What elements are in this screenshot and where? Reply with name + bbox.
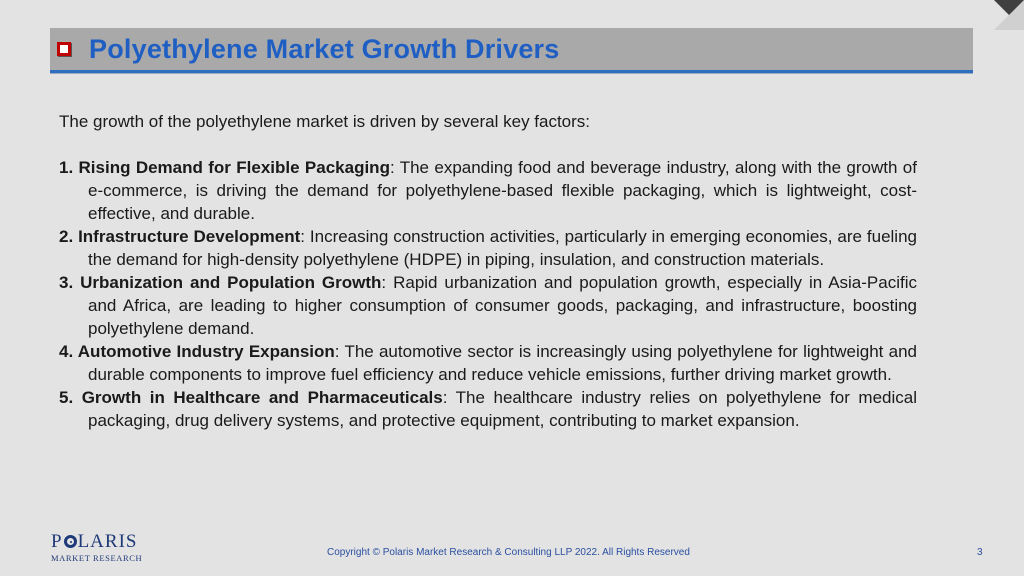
factor-item — [59, 225, 917, 271]
factor-item — [59, 156, 917, 225]
corner-fold-decoration — [994, 0, 1024, 30]
polaris-logo — [51, 532, 142, 563]
factor-heading: 4. Automotive Industry Expansion — [59, 342, 335, 361]
factor-item — [59, 271, 917, 340]
intro-text: The growth of the polyethylene market is driven by several key factors: — [59, 112, 591, 131]
slide-body — [59, 110, 917, 432]
factor-text: : Rapid urbanization and population growth, especially in Asia-Pacific and Africa, are leading to higher consumption of consumer goods, packaging, and infrastructure, boosting polyethylene demand. — [88, 273, 917, 338]
factor-heading: 3. Urbanization and Population Growth — [59, 273, 382, 292]
slide-title: Polyethylene Market Growth Drivers — [89, 33, 560, 64]
title-bar — [50, 28, 973, 73]
logo-name — [51, 532, 142, 551]
logo-o-icon — [64, 535, 77, 548]
logo-letters: LARIS — [77, 531, 138, 552]
factor-text: : Increasing construction activities, particularly in emerging economies, are fueling the demand for high-density polyethylene (HDPE) in piping, insulation, and construction materials. — [88, 227, 917, 269]
square-bullet-icon — [57, 42, 71, 56]
logo-letter-p: P — [51, 531, 63, 552]
factor-heading: 5. Growth in Healthcare and Pharmaceuticals — [59, 388, 443, 407]
factor-text: : The expanding food and beverage industry, along with the growth of e-commerce, is driving the demand for polyethylene-based flexible packaging, which is lightweight, cost-effective, and durable. — [88, 158, 917, 223]
factor-text: : The automotive sector is increasingly using polyethylene for lightweight and durable components to improve fuel efficiency and reduce vehicle emissions, further driving market growth. — [88, 342, 918, 384]
factor-item — [59, 340, 917, 386]
copyright-text: Copyright © Polaris Market Research & Consulting LLP 2022. All Rights Reserved — [327, 547, 690, 558]
page-number: 3 — [977, 547, 983, 558]
factor-item — [59, 386, 917, 432]
logo-subtitle: MARKET RESEARCH — [51, 553, 143, 563]
factor-heading: 1. Rising Demand for Flexible Packaging — [59, 158, 390, 177]
factor-heading: 2. Infrastructure Development — [59, 227, 301, 246]
factor-text: : The healthcare industry relies on polyethylene for medical packaging, drug delivery systems, and protective equipment, contributing to market expansion. — [88, 388, 917, 430]
